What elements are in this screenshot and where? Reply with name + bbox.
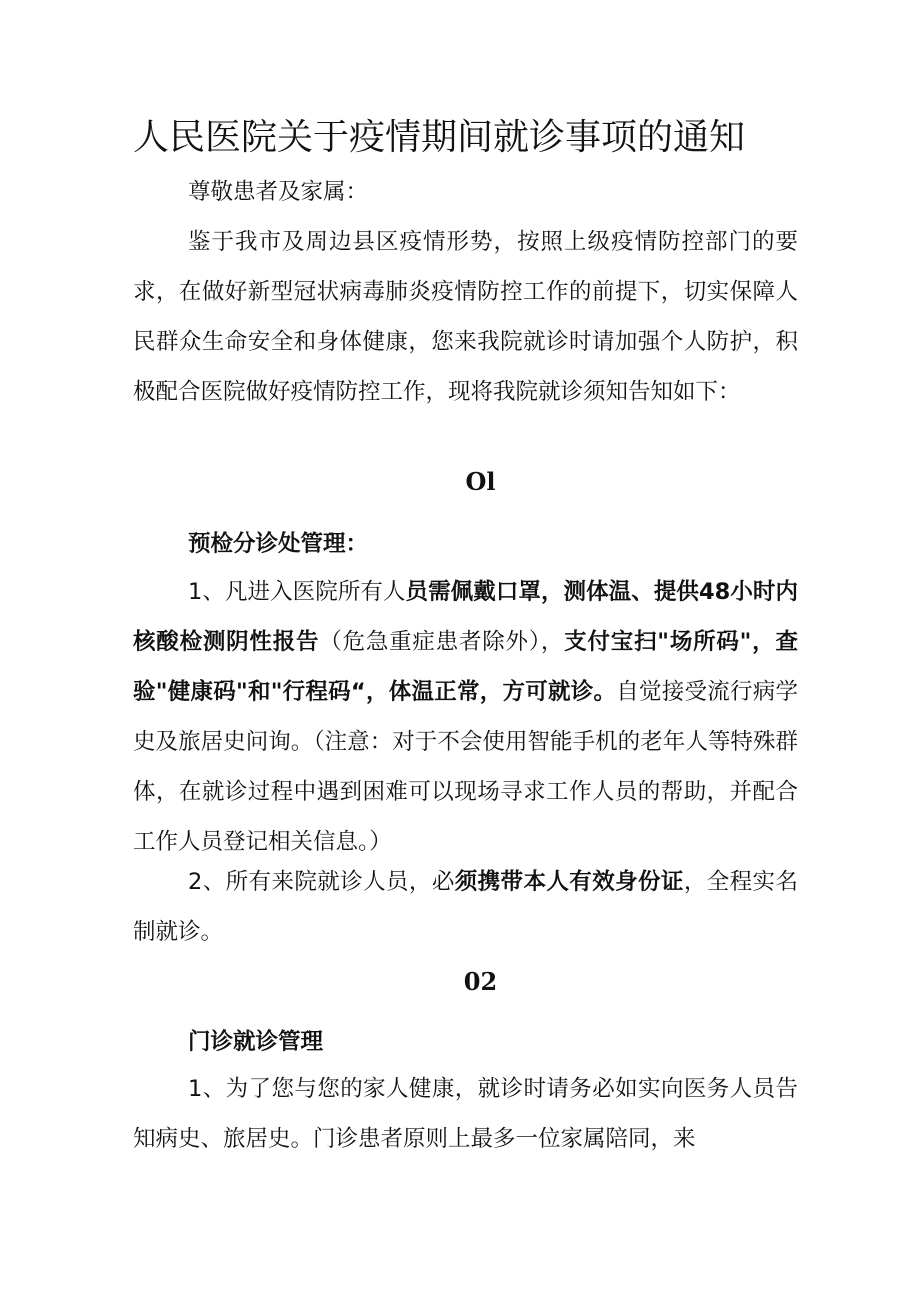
section-number-1: Ol xyxy=(465,467,496,496)
outpatient-item-1: 1、为了您与您的家人健康，就诊时请务必如实向医务人员告知病史、旅居史。门诊患者原则上最多一位家属陪同，来 xyxy=(133,1076,798,1152)
section-heading-outpatient: 门诊就诊管理 xyxy=(188,1029,324,1055)
triage-item-1-bold-a: 员需佩戴口罩，测体温、提供48小时内核酸检测阴性报告 xyxy=(133,579,798,655)
triage-item-2-bold: 须携带本人有效身份证 xyxy=(454,869,684,895)
triage-item-1-text-b: （危急重症患者除外）， xyxy=(319,629,565,655)
triage-item-2-text-b: ，全程实名制就诊。 xyxy=(133,869,798,945)
section-heading-triage: 预检分诊处管理： xyxy=(188,531,369,557)
triage-item-1-text-a: 1、凡进入医院所有人 xyxy=(188,579,406,605)
salutation: 尊敬患者及家属： xyxy=(188,179,369,205)
intro-paragraph: 鉴于我市及周边县区疫情形势，按照上级疫情防控部门的要求，在做好新型冠状病毒肺炎疫情防控工作的前提下，切实保障人民群众生命安全和身体健康，您来我院就诊时请加强个人防护，积极配合医院做好疫情防控工作，现将我院就诊须知告知如下： xyxy=(133,229,798,405)
triage-item-1-bold-b: 支付宝扫"场所码"，查验"健康码"和"行程码“，体温正常，方可就诊。 xyxy=(133,629,798,705)
section-number-2: 02 xyxy=(463,967,498,996)
triage-item-2 xyxy=(133,857,798,957)
document-title: 人民医院关于疫情期间就诊事项的通知 xyxy=(133,117,746,158)
triage-item-2-text-a: 2、所有来院就诊人员，必 xyxy=(188,869,455,895)
triage-item-1 xyxy=(133,567,798,867)
triage-item-1-text-c: 自觉接受流行病学史及旅居史问询。（注意：对于不会使用智能手机的老年人等特殊群体，在就诊过程中遇到困难可以现场寻求工作人员的帮助，并配合工作人员登记相关信息。） xyxy=(133,679,798,855)
